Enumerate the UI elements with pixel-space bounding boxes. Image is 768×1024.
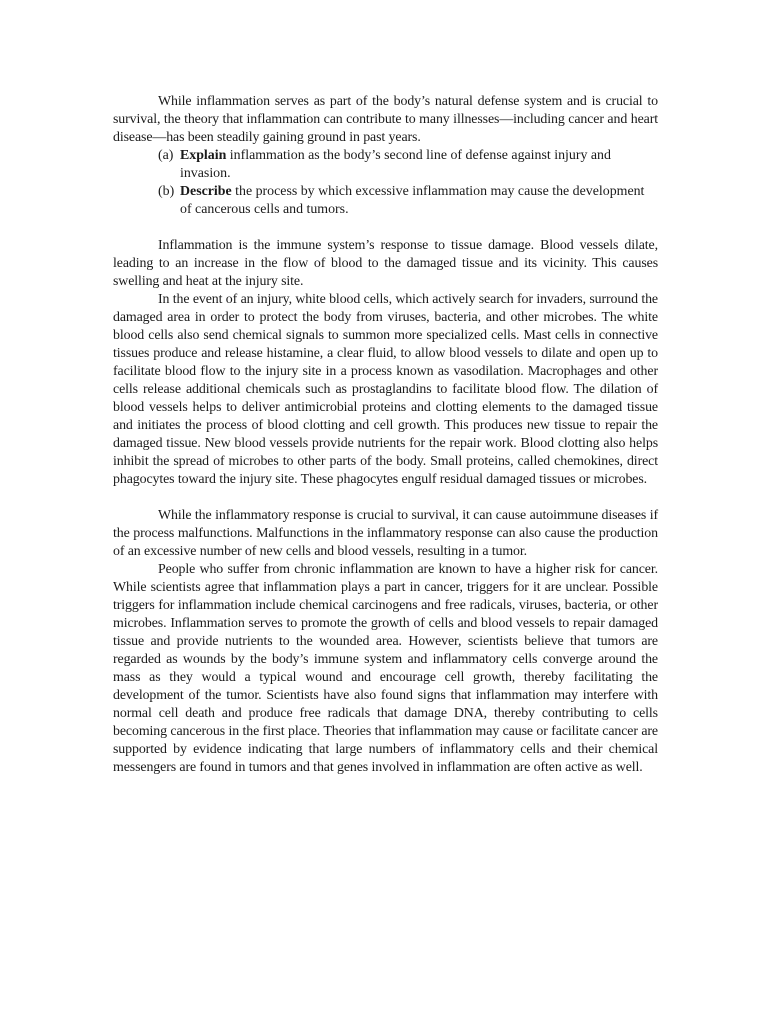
answer-a-paragraph-1: Inflammation is the immune system’s response to tissue damage. Blood vessels dilate, leading to an increase in the flow of blood to the damaged tissue and its vicinity. This causes swelling and heat at the injury site. [113, 238, 658, 289]
answer-b-paragraph-2: People who suffer from chronic inflammation are known to have a higher risk for cancer. While scientists agree that inflammation plays a part in cancer, triggers for it are unclear. Possible triggers for inflammation include chemical carcinogens and free radicals, viruses, bacteria, or other microbes. Inflammation serves to promote the growth of cells and blood vessels to repair damaged tissue and provide nutrients to the wounded area. However, scientists believe that tumors are regarded as wounds by the body’s immune system and inflammatory cells converge around the mass as they would a typical wound and encourage cell growth, thereby facilitating the development of the tumor. Scientists have also found signs that inflammation may interfere with normal cell death and produce free radicals that damage DNA, thereby contributing to cells becoming cancerous in the first place. Theories that inflammation may cause or facilitate cancer are supported by evidence indicating that large numbers of inflammatory cells and their chemical messengers are found in tumors and that genes involved in inflammation are often active as well. [113, 562, 658, 775]
question-b-marker: (b) [158, 184, 175, 199]
question-b [113, 183, 658, 219]
intro-paragraph: While inflammation serves as part of the body’s natural defense system and is crucial to survival, the theory that inflammation can contribute to many illnesses—including cancer and heart disease—has been steadily gaining ground in past years. [113, 94, 658, 145]
question-a-keyword: Explain [180, 148, 227, 163]
question-a [113, 147, 658, 183]
section-gap [113, 219, 658, 237]
question-list [113, 147, 658, 219]
question-b-text: the process by which excessive inflammation may cause the development of cancerous cells and tumors. [180, 184, 645, 217]
answer-b-paragraph-1: While the inflammatory response is crucial to survival, it can cause autoimmune diseases if the process malfunctions. Malfunctions in the inflammatory response can also cause the production of an excessive number of new cells and blood vessels, resulting in a tumor. [113, 508, 658, 559]
question-a-marker: (a) [158, 148, 174, 163]
question-b-keyword: Describe [180, 184, 232, 199]
section-gap [113, 489, 658, 507]
question-a-text: inflammation as the body’s second line of defense against injury and invasion. [180, 148, 611, 181]
answer-a-paragraph-2: In the event of an injury, white blood cells, which actively search for invaders, surround the damaged area in order to protect the body from viruses, bacteria, and other microbes. The white blood cells also send chemical signals to summon more specialized cells. Mast cells in connective tissues produce and release histamine, a clear fluid, to allow blood vessels to dilate and open up to facilitate blood flow to the injury site in a process known as vasodilation. Macrophages and other cells release additional chemicals such as prostaglandins to facilitate blood flow. The dilation of blood vessels helps to deliver antimicrobial proteins and clotting elements to the damaged tissue and initiates the process of blood clotting and cell growth. This produces new tissue to repair the damaged tissue. New blood vessels provide nutrients for the repair work. Blood clotting also helps inhibit the spread of microbes to other parts of the body. Small proteins, called chemokines, direct phagocytes toward the injury site. These phagocytes engulf residual damaged tissues or microbes. [113, 292, 658, 487]
